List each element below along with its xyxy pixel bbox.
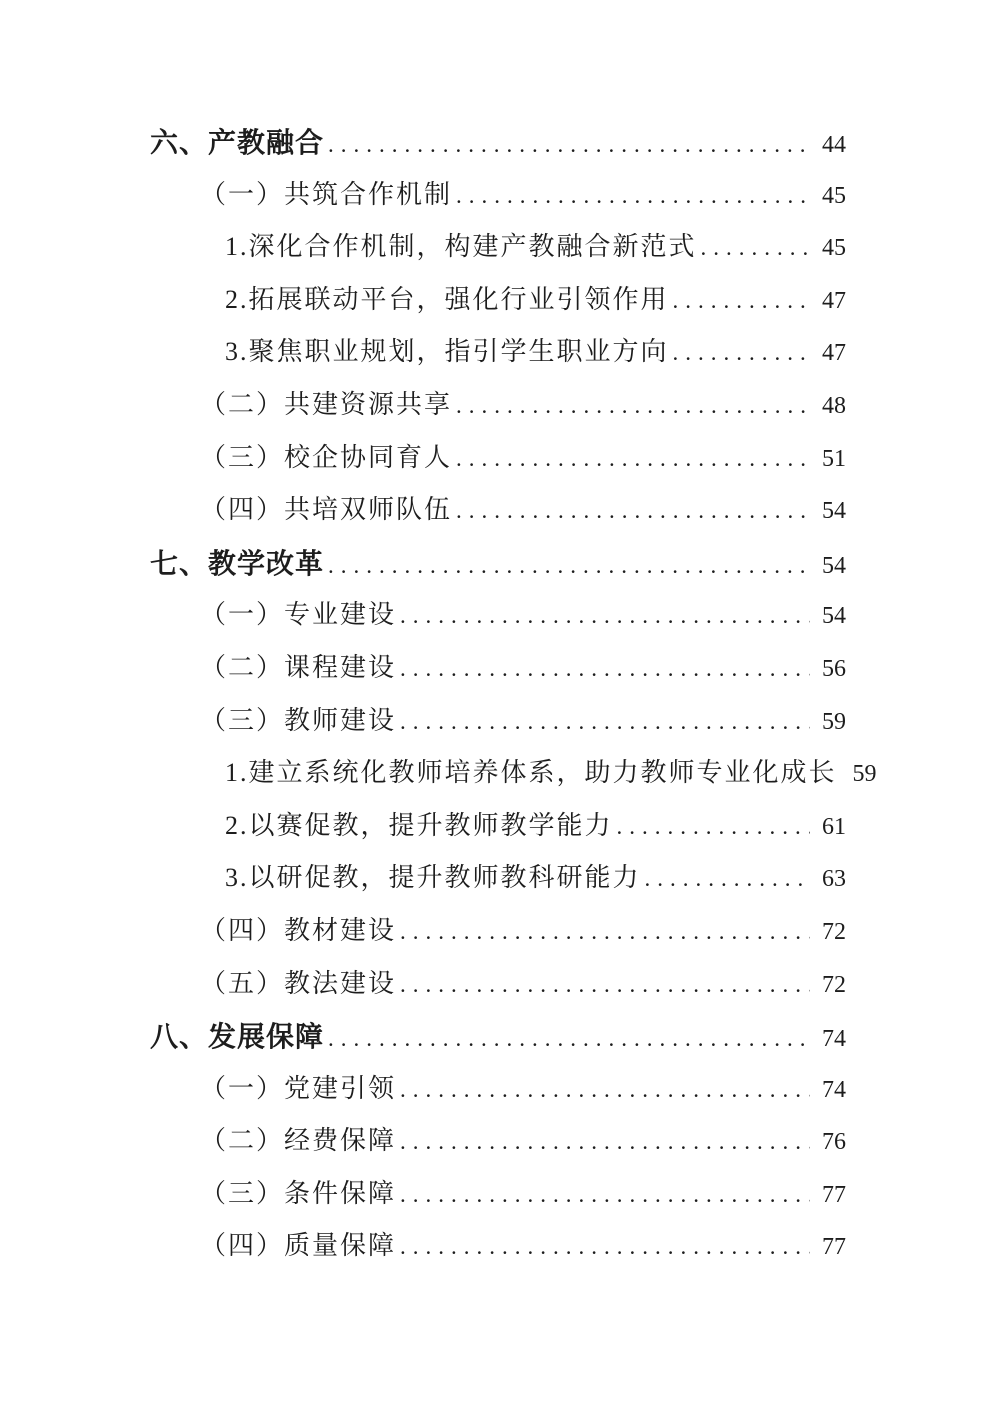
toc-dot-leader (617, 814, 810, 840)
toc-dot-leader (673, 288, 810, 314)
toc-entry-label: 3.聚焦职业规划，指引学生职业方向 (225, 337, 669, 367)
toc-entry-label: 2.拓展联动平台，强化行业引领作用 (225, 284, 669, 314)
toc-entry (150, 1173, 846, 1226)
toc-page-number: 74 (822, 1076, 846, 1103)
table-of-contents (150, 121, 877, 1278)
toc-entry-label: 3.以研促教，提升教师教科研能力 (225, 863, 641, 893)
toc-page-number: 74 (822, 1026, 846, 1053)
toc-page-number: 54 (822, 603, 846, 630)
toc-entry (150, 121, 846, 174)
toc-entry-label: （二）共建资源共享 (200, 389, 453, 419)
toc-dot-leader (400, 656, 810, 682)
toc-entry-label: 1.深化合作机制，构建产教融合新范式 (225, 232, 697, 262)
toc-entry-label: 八、发展保障 (150, 1021, 325, 1053)
toc-page-number: 54 (822, 498, 846, 525)
toc-dot-leader (456, 446, 810, 472)
toc-dot-leader (400, 1077, 810, 1103)
toc-page-number: 47 (822, 287, 846, 314)
toc-page-number: 61 (822, 813, 846, 840)
toc-entry-label: （四）共培双师队伍 (200, 495, 453, 525)
toc-page-number: 59 (822, 708, 846, 735)
toc-entry (150, 857, 846, 910)
toc-entry (150, 542, 846, 595)
toc-dot-leader (701, 235, 810, 261)
toc-entry-label: 七、教学改革 (150, 547, 325, 579)
toc-dot-leader (456, 498, 810, 524)
toc-entry-label: （一）专业建设 (200, 600, 397, 630)
toc-page-number: 56 (822, 655, 846, 682)
toc-entry-label: （五）教法建设 (200, 968, 397, 998)
toc-page-number: 44 (822, 132, 846, 158)
toc-page-number: 72 (822, 918, 846, 945)
toc-entry (150, 700, 846, 753)
toc-entry (150, 384, 846, 437)
toc-entry (150, 594, 846, 647)
toc-entry (150, 752, 877, 805)
toc-entry-label: （一）党建引领 (200, 1073, 397, 1103)
toc-page-number: 63 (822, 866, 846, 893)
toc-dot-leader (400, 603, 810, 629)
toc-entry-label: （二）经费保障 (200, 1126, 397, 1156)
toc-page-number: 48 (822, 392, 846, 419)
toc-dot-leader (328, 1026, 810, 1052)
toc-page-number: 51 (822, 445, 846, 472)
toc-dot-leader (400, 1182, 810, 1208)
toc-entry (150, 279, 846, 332)
toc-entry (150, 1225, 846, 1278)
toc-entry-label: （四）质量保障 (200, 1231, 397, 1261)
toc-page-number: 45 (822, 182, 846, 209)
toc-entry (150, 963, 846, 1016)
toc-page-number: 45 (822, 235, 846, 262)
toc-entry-label: （三）校企协同育人 (200, 442, 453, 472)
toc-dot-leader (456, 393, 810, 419)
toc-dot-leader (400, 1234, 810, 1260)
toc-entry-label: 六、产教融合 (150, 127, 325, 158)
toc-entry-label: （三）条件保障 (200, 1178, 397, 1208)
toc-dot-leader (400, 1129, 810, 1155)
toc-entry (150, 805, 846, 858)
toc-dot-leader (328, 132, 810, 158)
toc-entry (150, 1015, 846, 1068)
toc-entry (150, 1068, 846, 1121)
toc-page-number: 77 (822, 1181, 846, 1208)
toc-page-number: 59 (852, 761, 877, 788)
toc-entry (150, 437, 846, 490)
toc-entry (150, 647, 846, 700)
toc-dot-leader (400, 919, 810, 945)
toc-entry (150, 489, 846, 542)
toc-entry-label: （四）教材建设 (200, 915, 397, 945)
toc-entry (150, 174, 846, 227)
toc-dot-leader (456, 183, 810, 209)
toc-page-number: 77 (822, 1234, 846, 1261)
toc-page-number: 47 (822, 340, 846, 367)
toc-entry (150, 226, 846, 279)
toc-page-number: 54 (822, 552, 846, 579)
toc-entry-label: 2.以赛促教，提升教师教学能力 (225, 810, 613, 840)
toc-dot-leader (673, 340, 810, 366)
toc-page-number: 72 (822, 971, 846, 998)
toc-entry-label: （一）共筑合作机制 (200, 179, 453, 209)
toc-dot-leader (400, 709, 810, 735)
toc-entry-label: 1.建立系统化教师培养体系，助力教师专业化成长 (225, 758, 837, 788)
toc-entry-label: （三）教师建设 (200, 705, 397, 735)
toc-entry (150, 1120, 846, 1173)
toc-entry-label: （二）课程建设 (200, 652, 397, 682)
toc-dot-leader (400, 972, 810, 998)
toc-page-number: 76 (822, 1129, 846, 1156)
toc-entry (150, 331, 846, 384)
toc-dot-leader (645, 866, 810, 892)
toc-entry (150, 910, 846, 963)
toc-dot-leader (328, 553, 810, 579)
